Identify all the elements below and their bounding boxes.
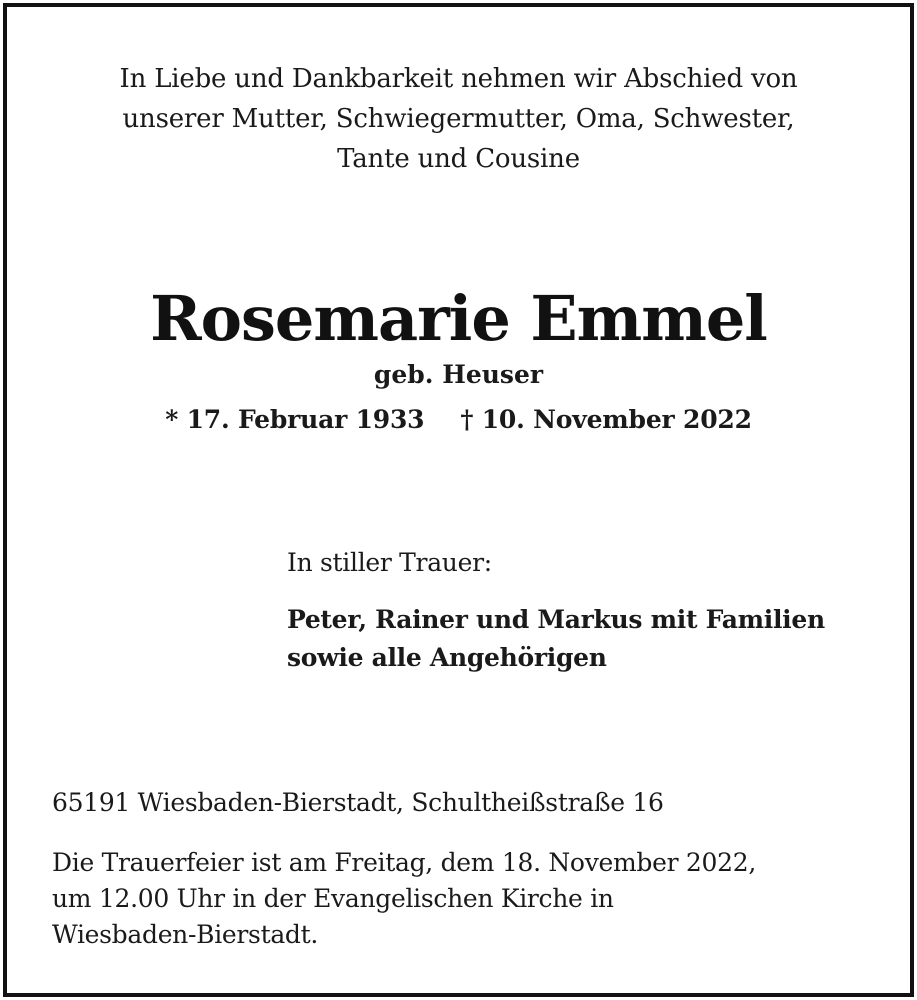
funeral-line-2: um 12.00 Uhr in der Evangelischen Kirche in bbox=[52, 884, 614, 913]
obituary-notice bbox=[7, 7, 910, 993]
intro-line-1: In Liebe und Dankbarkeit nehmen wir Abschied von bbox=[119, 64, 798, 94]
mourners-line-1: Peter, Rainer und Markus mit Familien bbox=[287, 605, 825, 634]
funeral-line-1: Die Trauerfeier ist am Freitag, dem 18. November 2022, bbox=[52, 848, 756, 877]
funeral-info bbox=[52, 845, 756, 953]
birth-date: * 17. Februar 1933 bbox=[165, 405, 425, 434]
notice-border bbox=[3, 3, 914, 997]
family-address: 65191 Wiesbaden-Bierstadt, Schultheißstraße 16 bbox=[52, 788, 664, 817]
intro-text bbox=[7, 59, 910, 179]
deceased-name: Rosemarie Emmel bbox=[150, 282, 767, 355]
intro-line-2: unserer Mutter, Schwiegermutter, Oma, Schwester, bbox=[122, 104, 795, 134]
mourning-heading: In stiller Trauer: bbox=[287, 548, 492, 577]
funeral-line-3: Wiesbaden-Bierstadt. bbox=[52, 920, 319, 949]
life-dates bbox=[7, 403, 910, 437]
death-date: † 10. November 2022 bbox=[460, 405, 752, 434]
mourners-list bbox=[287, 601, 825, 677]
maiden-name: geb. Heuser bbox=[373, 360, 544, 389]
mourners-line-2: sowie alle Angehörigen bbox=[287, 643, 607, 672]
intro-line-3: Tante und Cousine bbox=[337, 144, 580, 174]
